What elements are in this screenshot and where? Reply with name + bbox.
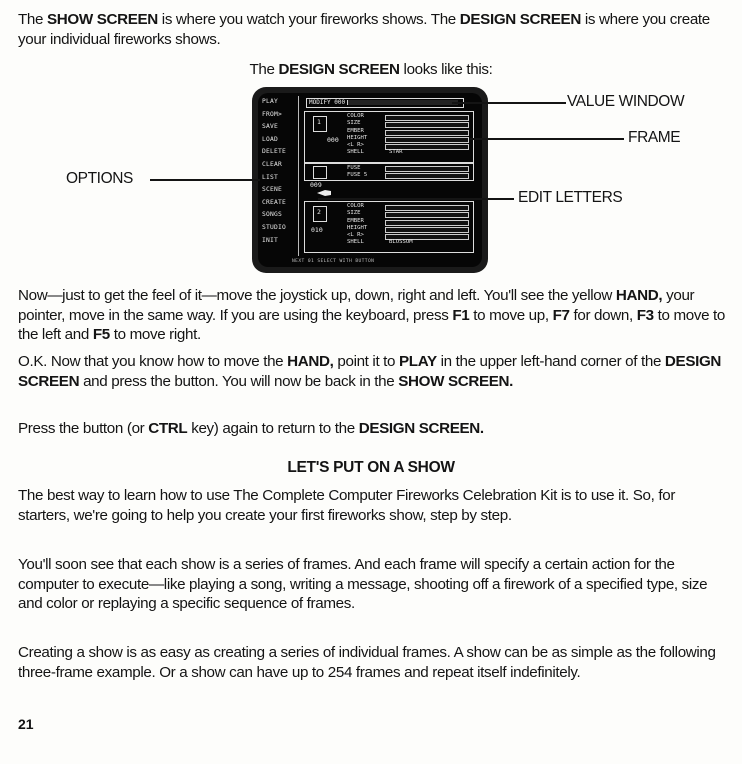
hand-pointer-icon <box>316 189 332 197</box>
frame-1-label-height: HEIGHT <box>347 134 368 141</box>
menu-item-list: LIST <box>262 173 278 181</box>
frame-2-label-color: COLOR <box>347 203 364 209</box>
options-menu <box>262 96 300 247</box>
frame-1-label-size: SIZE <box>347 120 361 127</box>
frame-2-label-ember: EMBER <box>347 217 364 224</box>
frame-2-number: 2 <box>317 208 321 216</box>
value-window <box>306 98 464 108</box>
frame-1-label-shell: SHELL <box>347 149 364 156</box>
paragraph-intro-show: The best way to learn how to use The Complete Computer Fireworks Celebration Kit is to use it. So, for starters, we're going to help you create your first fireworks show, step by step. <box>18 487 676 524</box>
frame-1-shell-value: STAR <box>389 149 403 155</box>
menu-item-scene: SCENE <box>262 186 282 194</box>
menu-item-play: PLAY <box>262 98 278 105</box>
paragraph-return: Press the button (or CTRL key) again to return to the DESIGN SCREEN. <box>18 420 484 437</box>
menu-item-clear: CLEAR <box>262 160 282 168</box>
intro-paragraph: The SHOW SCREEN is where you watch your fireworks shows. The DESIGN SCREEN is where you create your individual fireworks shows. <box>18 11 710 48</box>
menu-item-songs: SONGS <box>262 211 282 219</box>
menu-item-from: FROM> <box>262 110 282 118</box>
menu-item-delete: DELETE <box>262 148 286 156</box>
frame-1-label-ember: EMBER <box>347 127 364 134</box>
frame-2-shell-value: BLOSSOM <box>389 239 413 245</box>
paragraph-play: O.K. Now that you know how to move the HAND, point it to PLAY in the upper left-hand corner of the DESIGN SCREEN and press the button. You will now be back in the SHOW SCREEN. <box>18 353 722 390</box>
frame-1-index: 000 <box>327 136 339 144</box>
frame-2-label-height: HEIGHT <box>347 224 368 231</box>
callout-options: OPTIONS <box>66 170 133 187</box>
menu-item-studio: STUDIO <box>262 223 286 231</box>
figure-caption: The DESIGN SCREEN looks like this: <box>249 61 493 78</box>
fuse-label-2: FUSE 5 <box>347 172 368 179</box>
menu-item-init: INIT <box>262 236 278 244</box>
frame-2-label-shell: SHELL <box>347 239 364 246</box>
value-window-text: MODIFY 000 <box>309 99 346 106</box>
paragraph-creating-show: Creating a show is as easy as creating a series of individual frames. A show can be as simple as the following three-frame example. Or a show can have up to 254 frames and repeat itself indefinitely. <box>18 644 716 681</box>
edit-letters-row <box>304 181 472 189</box>
frame-1-label-lr: <L R> <box>347 142 364 149</box>
menu-item-load: LOAD <box>262 135 278 143</box>
frame-2 <box>304 201 474 253</box>
menu-item-create: CREATE <box>262 198 286 206</box>
frame-2-label-lr: <L R> <box>347 232 364 239</box>
menu-item-save: SAVE <box>262 123 278 131</box>
frame-1 <box>304 111 474 163</box>
screen-bottom-text: NEXT 01 SELECT WITH BUTTON <box>292 259 375 264</box>
frame-1-label-color: COLOR <box>347 113 364 119</box>
callout-edit-letters: EDIT LETTERS <box>518 189 623 206</box>
paragraph-move-hand: Now—just to get the feel of it—move the joystick up, down, right and left. You'll see the yellow HAND, your pointer, move in the same way. If you are using the keyboard, press F1 to move up, F7 for down, F3 to move to the left and F5 to move right. <box>18 287 726 343</box>
frame-2-label-size: SIZE <box>347 210 361 217</box>
section-heading: LET'S PUT ON A SHOW <box>287 459 455 476</box>
paragraph-frames: You'll soon see that each show is a series of frames. And each frame will specify a certain action for the computer to execute—like playing a song, writing a message, shooting off a firework of a specified type, size and color or replaying a specific sequence of frames. <box>18 556 708 612</box>
design-screen-figure <box>252 87 488 273</box>
fuse-label-1: FUSE <box>347 165 361 171</box>
frame-2-index: 010 <box>311 226 323 234</box>
frame-1-number: 1 <box>317 118 321 126</box>
edit-letters-value: 009 <box>310 181 322 189</box>
callout-frame: FRAME <box>628 129 681 146</box>
page-number: 21 <box>18 716 34 732</box>
callout-value-window: VALUE WINDOW <box>567 93 685 110</box>
fuse-row <box>304 163 474 181</box>
